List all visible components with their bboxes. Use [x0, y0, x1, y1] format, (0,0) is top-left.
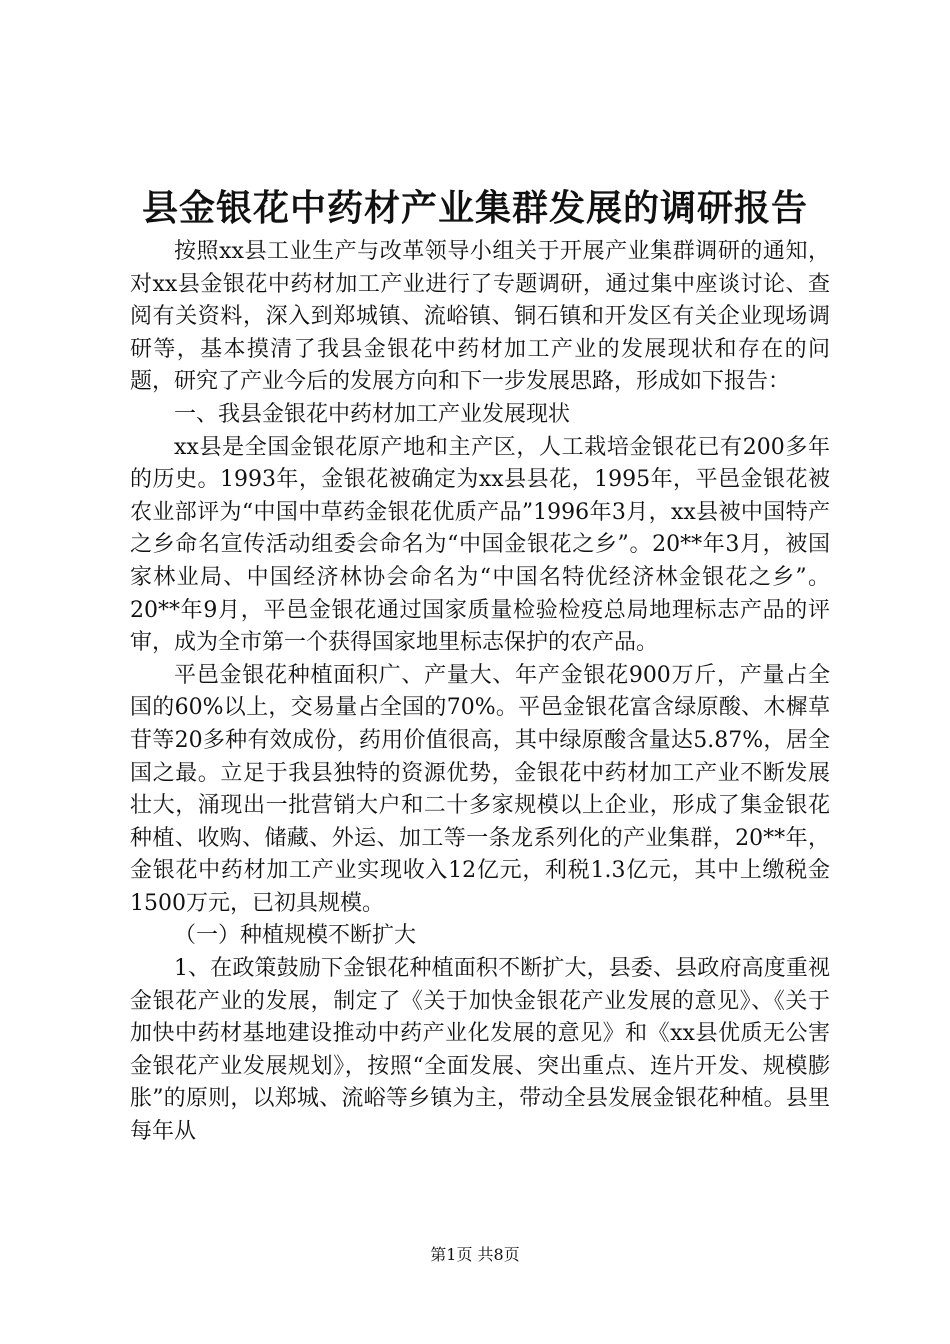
document-title: 县金银花中药材产业集群发展的调研报告	[141, 187, 808, 229]
paragraph-intro: 按照xx县工业生产与改革领导小组关于开展产业集群调研的通知，对xx县金银花中药材加工产业进行了专题调研，通过集中座谈讨论、查阅有关资料，深入到郑城镇、流峪镇、铜石镇和开发区有关企业现场调研等，基本摸清了我县金银花中药材加工产业的发展现状和存在的问题，研究了产业今后的发展方向和下一步发展思路，形成如下报告：	[130, 239, 830, 395]
document-body	[130, 236, 830, 1149]
page-footer: 第1页 共8页	[430, 1245, 520, 1264]
paragraph-planting: 1、在政策鼓励下金银花种植面积不断扩大，县委、县政府高度重视金银花产业的发展，制定了《关于加快金银花产业发展的意见》、《关于加快中药材基地建设推动中药产业化发展的意见》和《xx县优质无公害金银花产业发展规划》，按照“全面发展、突出重点、连片开发、规模膨胀”的原则，以郑城、流峪等乡镇为主，带动全县发展金银花种植。县里每年从	[130, 956, 830, 1145]
section-heading-1: 一、我县金银花中药材加工产业发展现状	[174, 401, 571, 427]
paragraph-history: xx县是全国金银花原产地和主产区，人工栽培金银花已有200多年的历史。1993年，金银花被确定为xx县县花，1995年，平邑金银花被农业部评为“中国中草药金银花优质产品”1996年3月，xx县被中国特产之乡命名宣传活动组委会命名为“中国金银花之乡”。20**年3月，被国家林业局、中国经济林协会命名为“中国名特优经济林金银花之乡”。20**年9月，平邑金银花通过国家质量检验检疫总局地理标志产品的评审，成为全市第一个获得国家地里标志保护的农产品。	[130, 434, 830, 656]
subsection-heading-1: （一）种植规模不断扩大	[174, 923, 417, 949]
paragraph-production: 平邑金银花种植面积广、产量大、年产金银花900万斤，产量占全国的60%以上，交易量占全国的70%。平邑金银花富含绿原酸、木樨草苷等20多种有效成份，药用价值很高，其中绿原酸含量达5.87%，居全国之最。立足于我县独特的资源优势，金银花中药材加工产业不断发展壮大，涌现出一批营销大户和二十多家规模以上企业，形成了集金银花种植、收购、储藏、外运、加工等一条龙系列化的产业集群，20**年，金银花中药材加工产业实现收入12亿元，利税1.3亿元，其中上缴税金1500万元，已初具规模。	[130, 662, 830, 916]
